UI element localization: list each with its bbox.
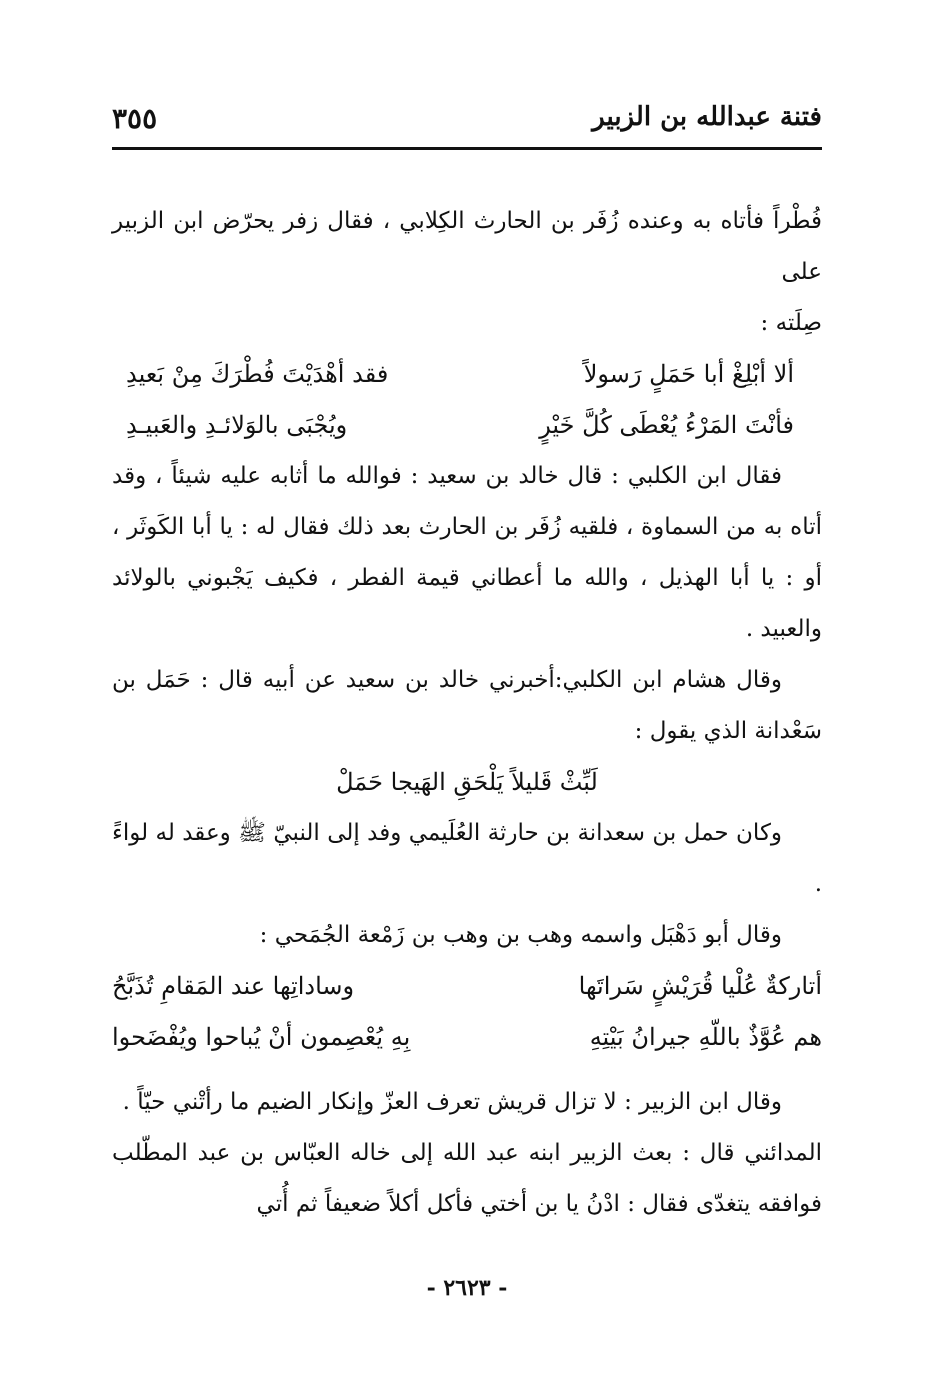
- paragraph-6: وقال ابن الزبير : لا تزال قريش تعرف العزّ وإنكار الضيم ما رأتْني حيّاً .: [122, 1089, 782, 1115]
- poem-1-line-1-second-hemistich: فقد أهْدَيْتَ فُطْرَكَ مِنْ بَعيدِ: [126, 360, 389, 388]
- poem-1-line-1-first-hemistich: ألا أبْلِغْ أبا حَمَلٍ رَسولاً: [583, 360, 794, 388]
- paragraph-4: وكان حمل بن سعدانة بن حارثة العُلَيمي وفد إلى النبيّ ﷺ وعقد له لواءً .: [112, 820, 822, 897]
- page-number: ٣٥٥: [112, 102, 158, 135]
- paragraph-2: فقال ابن الكلبي : قال خالد بن سعيد : فوالله ما أثابه عليه شيئاً ، وقد أتاه به من السماوة ، فلقيه زُفَر بن الحارث بعد ذلك فقال له : يا أبا الكَوثَر ، أو : يا أبا الهذيل ، والله ما أعطاني قيمة الفطر ، فكيف يَجْبوني بالولائد والعبيد .: [112, 463, 822, 642]
- poem-1-line-2-second-hemistich: ويُجْبَى بالوَلائـدِ والعَبيـدِ: [126, 411, 348, 439]
- header-rule: [112, 147, 822, 150]
- page-body: [112, 196, 822, 1230]
- poem-1-line-1: [126, 349, 794, 400]
- folio-number: - ٢٦٢٣ -: [426, 1275, 508, 1301]
- spacer: [112, 1063, 822, 1077]
- poem-3-line-1: [112, 961, 822, 1012]
- paragraph-1: [112, 196, 822, 349]
- poem-3: [112, 961, 822, 1063]
- running-title: فتنة عبدالله بن الزبير: [592, 102, 822, 132]
- paragraph-7: المدائني قال : بعث الزبير ابنه عبد الله إلى خاله العبّاس بن عبد المطّلب فوافقه يتغدّى فقال : ادْنُ يا بن أختي فأكل أكلاً ضعيفاً ثم أُتي: [112, 1140, 822, 1217]
- poem-3-line-2-second-hemistich: بِهِ يُعْصِمون أنْ يُباحوا ويُفْضَحوا: [112, 1023, 411, 1051]
- poem-3-line-2: [112, 1012, 822, 1063]
- poem-2-line: لَبِّثْ قَليلاً يَلْحَقِ الهَيجا حَمَلْ: [336, 768, 598, 796]
- poem-1-line-2-first-hemistich: فأنْتَ المَرْءُ يُعْطَى كُلَّ خَيْرٍ: [539, 411, 794, 439]
- paragraph-1-line-1: فُطْراً فأتاه به وعنده زُفَر بن الحارث الكِلابي ، فقال زفر يحرّض ابن الزبير على: [112, 208, 822, 285]
- paragraph-3: وقال هشام ابن الكلبي:أخبرني خالد بن سعيد عن أبيه قال : حَمَل بن سَعْدانة الذي يقول :: [112, 667, 822, 744]
- page-header: [112, 96, 822, 148]
- paragraph-5: وقال أبو دَهْبَل واسمه وهب بن وهب بن زَمْعة الجُمَحي :: [259, 922, 782, 948]
- poem-1: [112, 349, 822, 451]
- poem-3-line-1-second-hemistich: وساداتِها عند المَقامِ تُذَبَّحُ: [112, 972, 355, 1000]
- poem-1-line-2: [126, 400, 794, 451]
- paragraph-1-line-2: صِلَته :: [760, 310, 822, 336]
- poem-3-line-1-first-hemistich: أتاركةٌ عُلْيا قُرَيْشٍ سَراتَها: [578, 972, 822, 1000]
- poem-3-line-2-first-hemistich: هم عُوَّذٌ باللّهِ جيرانُ بَيْتِهِ: [589, 1023, 822, 1051]
